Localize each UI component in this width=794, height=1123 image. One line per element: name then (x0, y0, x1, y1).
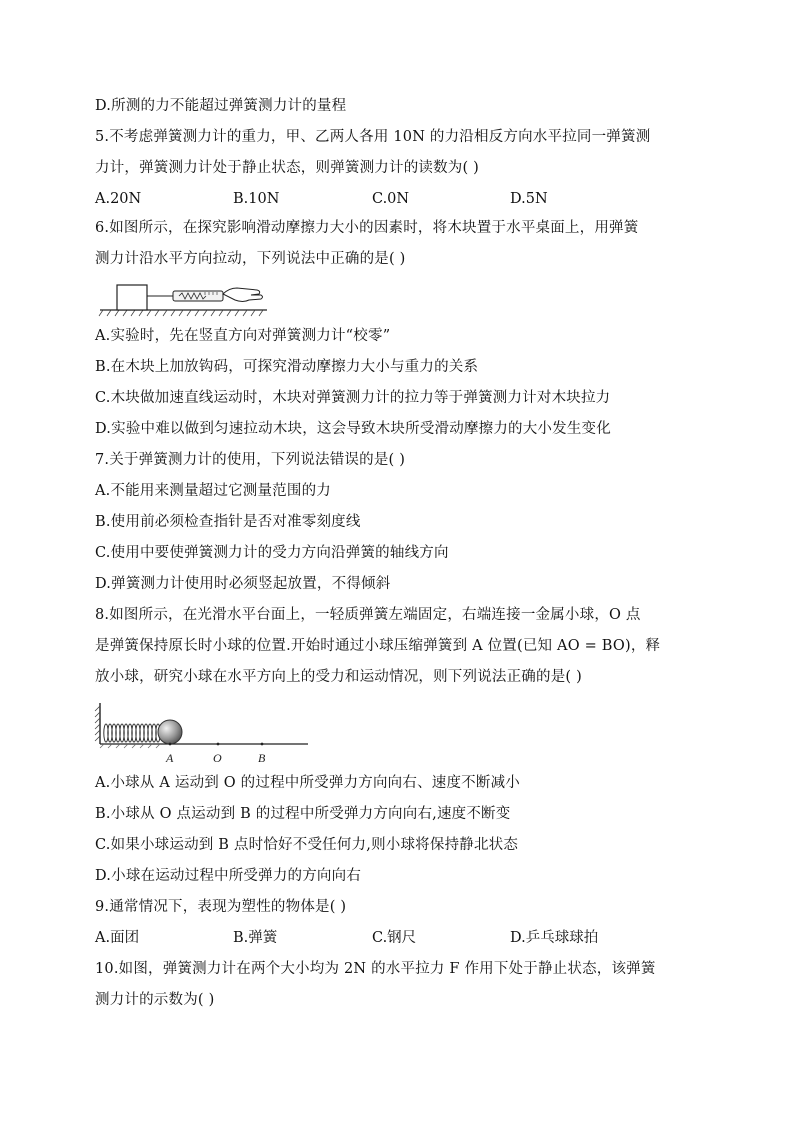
q9-stem: 9.通常情况下，表现为塑性的物体是( ) (95, 899, 347, 915)
q4-option-d: D.所测的力不能超过弹簧测力计的量程 (95, 98, 347, 114)
q9-option-d: D.乒乓球球拍 (510, 930, 599, 946)
q6-figure (95, 280, 270, 320)
q6-option-a: A.实验时，先在竖直方向对弹簧测力计“校零” (95, 328, 391, 344)
q5-stem-line2: 力计，弹簧测力计处于静止状态，则弹簧测力计的读数为( ) (95, 160, 480, 176)
q6-stem-line1: 6.如图所示，在探究影响滑动摩擦力大小的因素时，将木块置于水平桌面上，用弹簧 (95, 220, 639, 236)
q8-option-a: A.小球从 A 运动到 O 的过程中所受弹力方向向右、速度不断减小 (95, 775, 520, 791)
q6-option-c: C.木块做加速直线运动时，木块对弹簧测力计的拉力等于弹簧测力计对木块拉力 (95, 390, 611, 406)
q7-option-c: C.使用中要使弹簧测力计的受力方向沿弹簧的轴线方向 (95, 545, 449, 561)
q5-option-b: B.10N (233, 191, 280, 207)
q7-stem: 7.关于弹簧测力计的使用，下列说法错误的是( ) (95, 452, 406, 468)
q5-stem-line1: 5.不考虑弹簧测力计的重力，甲、乙两人各用 10N 的力沿相反方向水平拉同一弹簧测 (95, 129, 651, 145)
q10-stem-line1: 10.如图，弹簧测力计在两个大小均为 2N 的水平拉力 F 作用下处于静止状态，该弹簧 (95, 961, 656, 977)
q8-figure (94, 700, 314, 768)
q7-option-a: A.不能用来测量超过它测量范围的力 (95, 483, 331, 499)
q8-stem-line2: 是弹簧保持原长时小球的位置.开始时通过小球压缩弹簧到 A 位置(已知 AO = BO)，释 (95, 638, 661, 654)
q5-option-a: A.20N (95, 191, 142, 207)
point-o-label: O (213, 751, 222, 765)
q9-option-c: C.钢尺 (372, 930, 417, 946)
q9-option-a: A.面团 (95, 930, 140, 946)
q5-option-d: D.5N (510, 191, 548, 207)
q6-option-d: D.实验中难以做到匀速拉动木块，这会导致木块所受滑动摩擦力的大小发生变化 (95, 421, 611, 437)
q6-option-b: B.在木块上加放钩码，可探究滑动摩擦力大小与重力的关系 (95, 359, 479, 375)
q10-stem-line2: 测力计的示数为( ) (95, 992, 215, 1008)
q7-option-b: B.使用前必须检查指针是否对准零刻度线 (95, 514, 361, 530)
q7-option-d: D.弹簧测力计使用时必须竖起放置，不得倾斜 (95, 576, 391, 592)
q8-stem-line1: 8.如图所示，在光滑水平台面上，一轻质弹簧左端固定，右端连接一金属小球，O 点 (95, 607, 641, 623)
q8-option-b: B.小球从 O 点运动到 B 的过程中所受弹力方向向右,速度不断变 (95, 806, 511, 822)
q8-option-d: D.小球在运动过程中所受弹力的方向向右 (95, 868, 362, 884)
q8-stem-line3: 放小球，研究小球在水平方向上的受力和运动情况，则下列说法正确的是( ) (95, 669, 582, 685)
point-b-label: B (258, 751, 266, 765)
q5-option-c: C.0N (372, 191, 410, 207)
q8-option-c: C.如果小球运动到 B 点时恰好不受任何力,则小球将保持静北状态 (95, 837, 519, 853)
q6-stem-line2: 测力计沿水平方向拉动，下列说法中正确的是( ) (95, 251, 406, 267)
point-a-label: A (166, 751, 174, 765)
q9-option-b: B.弹簧 (233, 930, 278, 946)
